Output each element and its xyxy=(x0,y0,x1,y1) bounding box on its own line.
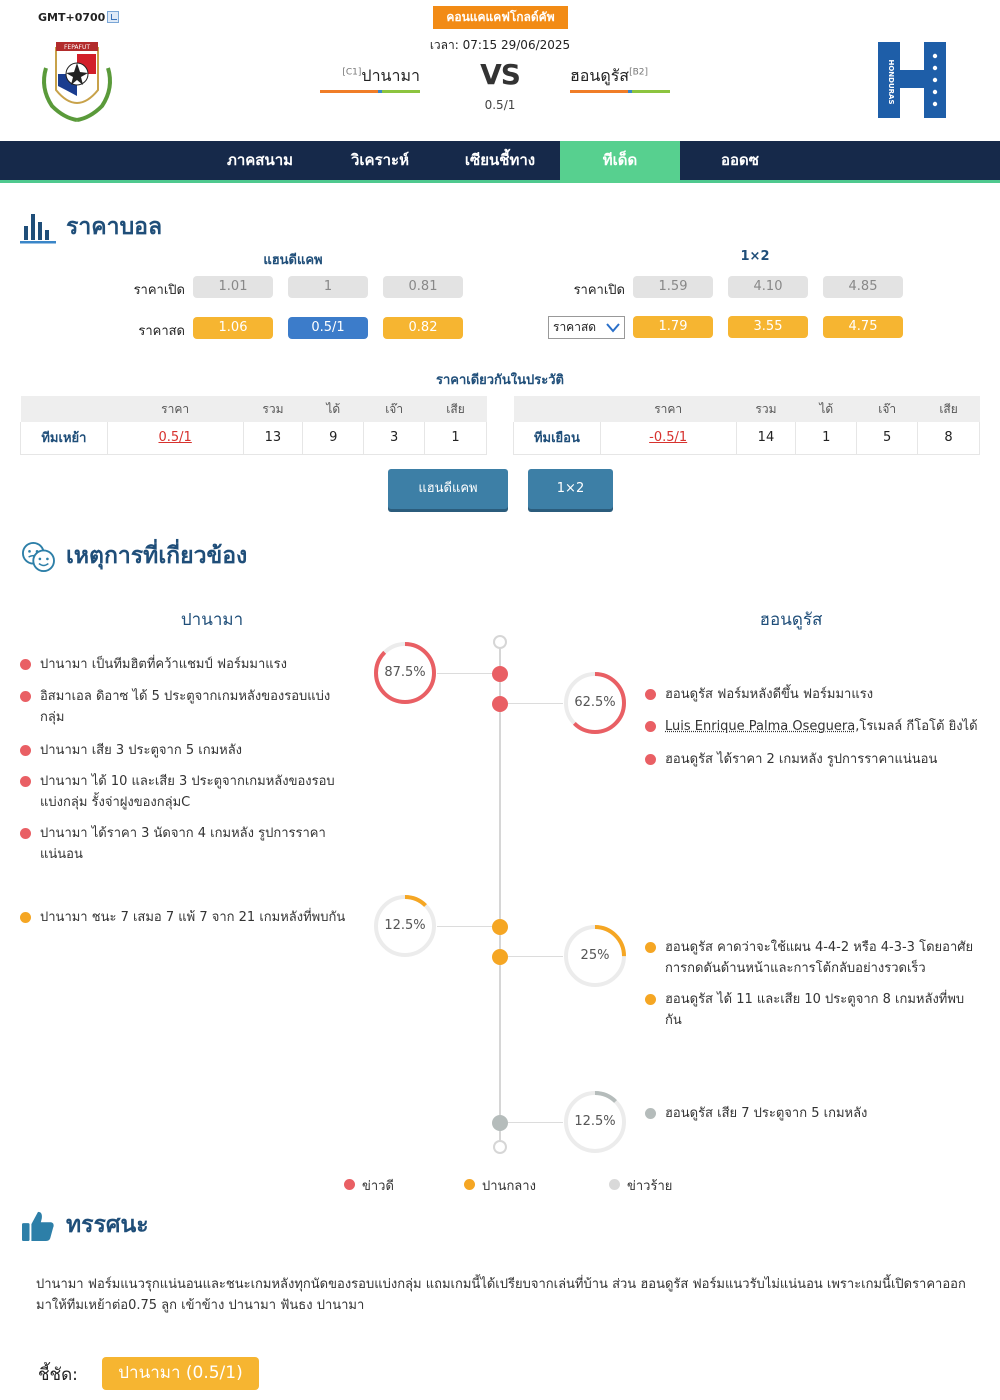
hdp-open-line: 1 xyxy=(288,276,368,298)
timeline-end xyxy=(493,1140,507,1154)
col-win: ได้ xyxy=(796,396,857,422)
nav-odds[interactable]: ออดซ xyxy=(721,151,759,169)
event-text: ฮอนดูรัส ได้ราคา 2 เกมหลัง รูปการราคาแน่นอน xyxy=(665,752,938,767)
good-bullet xyxy=(20,828,31,839)
history-home-total: 13 xyxy=(243,422,303,454)
away-team-bar xyxy=(570,90,670,93)
nav-analysis[interactable]: วิเคราะห์ xyxy=(350,151,409,169)
col-team xyxy=(21,396,108,422)
hdp-open-home: 1.01 xyxy=(193,276,273,298)
x12-live-home[interactable]: 1.79 xyxy=(633,316,713,338)
nav-expert-tips[interactable]: เซียนชี้ทาง xyxy=(464,151,536,169)
hdp-live-home[interactable]: 1.06 xyxy=(193,317,273,339)
event-text: ปานามา เป็นทีมฮิตที่คว้าแชมป์ ฟอร์มมาแรง xyxy=(40,657,287,672)
odds-title-text: ราคาบอล xyxy=(66,214,163,240)
x12-live-draw[interactable]: 3.55 xyxy=(728,316,808,338)
table-row xyxy=(514,422,980,454)
legend-good xyxy=(344,1175,394,1196)
pick-label: ชี้ชัด: xyxy=(38,1365,78,1385)
col-price: ราคา xyxy=(600,396,736,422)
connector-line xyxy=(508,703,563,704)
away-good-pct: 62.5% xyxy=(574,695,616,710)
x12-open-away: 4.85 xyxy=(823,276,903,298)
home-mid-pct: 12.5% xyxy=(384,918,426,933)
event-text: ปานามา ชนะ 7 เสมอ 7 แพ้ 7 จาก 21 เกมหลังที่พบกัน xyxy=(40,910,346,925)
history-away-price[interactable]: -0.5/1 xyxy=(600,422,736,454)
event-text: อิสมาเอล ดิอาซ ได้ 5 ประตูจากเกมหลังของรอบแบ่งกลุ่ม xyxy=(40,689,331,725)
col-team xyxy=(514,396,601,422)
match-time: เวลา: 07:15 29/06/2025 xyxy=(429,38,571,52)
list-item xyxy=(645,684,980,705)
event-text: ปานามา ได้ราคา 3 นัดจาก 4 เกมหลัง รูปการราคาแน่นอน xyxy=(40,826,326,862)
history-home-price[interactable]: 0.5/1 xyxy=(107,422,243,454)
connector-line xyxy=(508,956,563,957)
event-timeline xyxy=(499,648,501,1142)
home-logo-text: FEPAFUT xyxy=(63,44,91,51)
away-group-tag: [B2] xyxy=(629,67,648,78)
hdp-open-away: 0.81 xyxy=(383,276,463,298)
handicap-tab-button[interactable]: แฮนดีแคพ xyxy=(388,469,508,509)
hdp-live-label: ราคาสด xyxy=(138,324,185,339)
handicap-line: 0.5/1 xyxy=(484,98,516,112)
col-draw: เจ๊า xyxy=(364,396,425,422)
bar-chart-icon xyxy=(20,212,56,244)
list-item xyxy=(645,1103,980,1124)
col-total: รวม xyxy=(736,396,796,422)
list-item xyxy=(20,740,350,761)
history-away-total: 14 xyxy=(736,422,796,454)
list-item xyxy=(20,823,350,865)
list-item xyxy=(645,749,980,770)
handicap-header: แฮนดีแคพ xyxy=(263,253,323,268)
list-item xyxy=(645,937,980,979)
col-price: ราคา xyxy=(107,396,243,422)
good-bullet xyxy=(20,691,31,702)
home-team-bar xyxy=(320,90,420,93)
away-team-name[interactable] xyxy=(570,64,670,89)
good-bullet xyxy=(20,659,31,670)
history-home-draw: 3 xyxy=(364,422,425,454)
col-total: รวม xyxy=(243,396,303,422)
timezone-label: GMT+0700 xyxy=(38,11,106,24)
timeline-dot-mid xyxy=(492,919,508,935)
bad-bullet xyxy=(609,1179,620,1190)
good-bullet xyxy=(20,776,31,787)
history-away-win: 1 xyxy=(796,422,857,454)
nav-best-pick[interactable]: ทีเด็ด xyxy=(560,141,680,183)
faces-icon xyxy=(20,541,56,573)
good-bullet xyxy=(344,1179,355,1190)
history-away-team: ทีมเยือน xyxy=(514,422,601,454)
honduras-fa-logo[interactable] xyxy=(876,38,948,122)
good-bullet xyxy=(645,721,656,732)
x12-tab-button[interactable]: 1×2 xyxy=(528,469,613,509)
table-row xyxy=(21,422,487,454)
event-text: ฮอนดูรัส คาดว่าจะใช้แผน 4-4-2 หรือ 4-3-3 โดยอาศัยการกดดันด้านหน้าและการโต้กลับอย่างรวดเร็ว xyxy=(665,940,974,976)
player-link[interactable]: Luis Enrique Palma Oseguera xyxy=(665,719,856,734)
table-header xyxy=(21,396,487,422)
event-text: ปานามา ได้ 10 และเสีย 3 ประตูจากเกมหลังของรอบแบ่งกลุ่ม รั้งจ่าฝูงของกลุ่มC xyxy=(40,774,335,810)
list-item xyxy=(20,686,350,728)
connector-line xyxy=(437,926,492,927)
list-item xyxy=(645,989,980,1031)
mid-bullet xyxy=(20,912,31,923)
connector-line xyxy=(508,1122,563,1123)
mid-bullet xyxy=(645,994,656,1005)
list-item xyxy=(645,716,980,737)
x12-open-home: 1.59 xyxy=(633,276,713,298)
connector-line xyxy=(437,673,492,674)
x12-header: 1×2 xyxy=(740,249,770,264)
timeline-dot-good xyxy=(492,696,508,712)
list-item xyxy=(20,654,350,675)
event-text: ฮอนดูรัส เสีย 7 ประตูจาก 5 เกมหลัง xyxy=(665,1106,868,1121)
hdp-live-line[interactable]: 0.5/1 xyxy=(288,317,368,339)
league-badge[interactable]: คอนแคแคฟโกลด์คัพ xyxy=(433,6,568,29)
mid-bullet xyxy=(464,1179,475,1190)
events-home-team: ปานามา xyxy=(180,610,244,630)
chevron-down-icon xyxy=(605,320,621,334)
chart-icon[interactable] xyxy=(107,11,119,23)
home-good-pct: 87.5% xyxy=(384,665,426,680)
legend-good-label: ข่าวดี xyxy=(362,1179,394,1194)
event-text: ,โรเมลล์ กีโอโต้ ยิงได้ xyxy=(855,719,978,734)
timeline-dot-bad xyxy=(492,1115,508,1131)
col-lose: เสีย xyxy=(425,396,487,422)
x12-live-select-label: ราคาสด xyxy=(553,320,597,334)
pick-badge[interactable]: ปานามา (0.5/1) xyxy=(102,1357,259,1390)
thumbs-up-icon xyxy=(20,1210,56,1242)
col-win: ได้ xyxy=(303,396,364,422)
x12-open-label: ราคาเปิด xyxy=(573,283,625,298)
home-team-label: ปานามา xyxy=(361,66,420,85)
history-home-team: ทีมเหย้า xyxy=(21,422,108,454)
good-bullet xyxy=(20,745,31,756)
history-home-win: 9 xyxy=(303,422,364,454)
mid-bullet xyxy=(645,942,656,953)
legend-mid xyxy=(464,1175,536,1196)
history-title: ราคาเดียวกันในประวัติ xyxy=(435,373,565,388)
legend-bad-label: ข่าวร้าย xyxy=(627,1179,673,1194)
away-team-label: ฮอนดูรัส xyxy=(570,66,630,85)
timezone[interactable] xyxy=(38,11,119,24)
history-home-lose: 1 xyxy=(425,422,487,454)
history-table-away xyxy=(513,396,980,455)
vs-label: VS xyxy=(480,58,520,91)
event-text: ปานามา เสีย 3 ประตูจาก 5 เกมหลัง xyxy=(40,743,243,758)
hdp-live-away[interactable]: 0.82 xyxy=(383,317,463,339)
history-table-home xyxy=(20,396,487,455)
timeline-dot-good xyxy=(492,666,508,682)
events-away-team: ฮอนดูรัส xyxy=(759,610,823,630)
timeline-dot-mid xyxy=(492,949,508,965)
match-header xyxy=(0,0,1000,141)
x12-open-draw: 4.10 xyxy=(728,276,808,298)
legend-mid-label: ปานกลาง xyxy=(482,1179,536,1194)
good-bullet xyxy=(645,689,656,700)
home-group-tag: [C1] xyxy=(342,67,362,78)
x12-live-select[interactable] xyxy=(548,316,625,339)
nav-field[interactable]: ภาคสนาม xyxy=(226,151,294,169)
away-mid-pct: 25% xyxy=(580,948,610,963)
events-title-text: เหตุการที่เกี่ยวข้อง xyxy=(66,543,248,569)
timeline-start xyxy=(493,635,507,649)
event-text: ฮอนดูรัส ฟอร์มหลังดีขึ้น ฟอร์มมาแรง xyxy=(665,687,874,702)
away-logo-text: HONDURAS xyxy=(887,59,895,105)
col-draw: เจ๊า xyxy=(857,396,918,422)
x12-live-away[interactable]: 4.75 xyxy=(823,316,903,338)
event-text: ฮอนดูรัส ได้ 11 และเสีย 10 ประตูจาก 8 เกมหลังที่พบกัน xyxy=(665,992,965,1028)
main-nav xyxy=(0,141,1000,183)
legend-bad xyxy=(609,1175,672,1196)
good-bullet xyxy=(645,754,656,765)
bad-bullet xyxy=(645,1108,656,1119)
home-team-name[interactable] xyxy=(320,64,420,89)
col-lose: เสีย xyxy=(918,396,980,422)
opinion-text: ปานามา ฟอร์มแนวรุกแน่นอนและชนะเกมหลังทุกนัดของรอบแบ่งกลุ่ม แถมเกมนี้ได้เปรียบจากเล่นที่บ้าน ส่วน ฮอนดูรัส ฟอร์มแนวรับไม่แน่นอน เพราะเกมนี้เปิดราคาออกมาให้ทีมเหย้าต่อ0.75 ลูก เข้าข้าง ปานามา ฟันธง ปานามา xyxy=(36,1277,966,1313)
opinion-title-text: ทรรศนะ xyxy=(66,1212,149,1238)
history-away-draw: 5 xyxy=(857,422,918,454)
panama-fepafut-logo[interactable] xyxy=(36,38,118,122)
away-bad-pct: 12.5% xyxy=(574,1114,616,1129)
table-header xyxy=(514,396,980,422)
list-item xyxy=(20,907,360,928)
list-item xyxy=(20,771,350,813)
history-away-lose: 8 xyxy=(918,422,980,454)
hdp-open-label: ราคาเปิด xyxy=(133,283,185,298)
